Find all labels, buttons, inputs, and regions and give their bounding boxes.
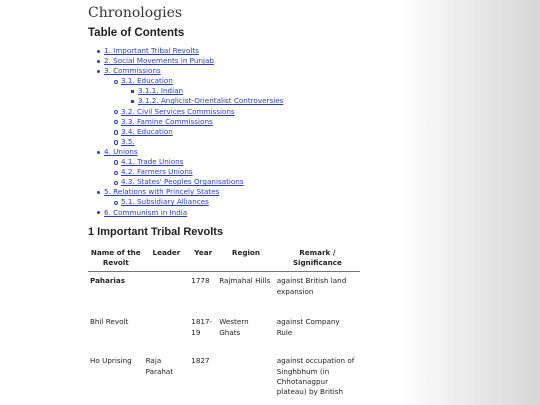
toc-link[interactable]: 1. Important Tribal Revolts [104, 46, 199, 55]
cell-year: 1778 [191, 276, 210, 286]
toc-item [88, 127, 283, 137]
toc-item [88, 96, 283, 106]
cell-region: Rajmahal Hills [219, 276, 271, 286]
table-row [88, 272, 360, 314]
cell-remark: against Company Rule [276, 317, 340, 337]
cell-name: Paharias [90, 276, 126, 286]
toc-item [88, 147, 283, 157]
cell-region: Western Ghats [219, 317, 249, 337]
toc-link[interactable]: 2. Social Movements in Punjab [104, 56, 214, 66]
column-header-name: Name of the Revolt [88, 246, 144, 272]
cell-year: 1817-19 [191, 317, 213, 337]
tribal-revolts-table [88, 246, 360, 398]
page-title: Chronologies [88, 5, 183, 21]
toc-item [88, 157, 283, 167]
cell-leader: Raja Parahat [145, 356, 174, 376]
toc-list [88, 46, 283, 218]
toc-item [88, 167, 283, 177]
toc-item [88, 56, 283, 66]
toc-link[interactable]: 3.1.2. Anglicist-Orientalist Controversies [138, 96, 284, 106]
cell-remark: against occupation of Singhbhum (in Chhotanagpur plateau) by British [276, 356, 355, 397]
cell-name: Bhil Revolt [90, 317, 129, 327]
toc-item [88, 107, 283, 117]
cell-leader [144, 313, 190, 352]
cell-region [217, 352, 275, 398]
table-of-contents [88, 46, 283, 218]
table-row [88, 352, 360, 398]
toc-link[interactable]: 3.3. Famine Commissions [121, 116, 213, 126]
toc-link[interactable]: 3.2. Civil Services Commissions [121, 106, 235, 116]
toc-item [88, 76, 283, 86]
column-header-year: Year [189, 246, 217, 272]
table-row [88, 313, 360, 352]
toc-link[interactable]: 3.4. Education [121, 126, 173, 136]
toc-link[interactable]: 3.5. [121, 136, 135, 146]
section-heading: 1 Important Tribal Revolts [88, 226, 224, 238]
toc-item [88, 208, 283, 218]
toc-link[interactable]: 4.1. Trade Unions [121, 157, 184, 167]
toc-link[interactable]: 6. Communism in India [104, 207, 188, 217]
toc-item [88, 177, 283, 187]
column-header-region: Region [217, 246, 275, 272]
column-header-leader: Leader [144, 246, 190, 272]
toc-link[interactable]: 5.1. Subsidiary Alliances [121, 197, 209, 207]
toc-link[interactable]: 4.3. States' Peoples Organisations [121, 177, 244, 187]
toc-link[interactable]: 3.1. Education [121, 76, 173, 86]
toc-link[interactable]: 5. Relations with Princely States [104, 187, 220, 197]
toc-item [88, 86, 283, 96]
toc-link[interactable]: 4.2. Farmers Unions [121, 167, 193, 177]
toc-item [88, 46, 283, 56]
toc-item [88, 117, 283, 127]
toc-link[interactable]: 3.1.1. Indian [138, 86, 184, 96]
cell-leader [144, 272, 190, 314]
cell-year: 1827 [191, 356, 210, 366]
table-header-row [88, 246, 360, 272]
cell-name: Ho Uprising [90, 356, 132, 366]
toc-item [88, 137, 283, 147]
toc-heading: Table of Contents [88, 27, 185, 39]
toc-link[interactable]: 3. Commissions [104, 66, 161, 76]
column-header-remark: Remark / Significance [275, 246, 360, 272]
toc-item [88, 197, 283, 207]
toc-link[interactable]: 4. Unions [104, 146, 138, 156]
toc-item [88, 187, 283, 197]
cell-remark: against British land expansion [276, 276, 347, 296]
toc-item [88, 66, 283, 76]
